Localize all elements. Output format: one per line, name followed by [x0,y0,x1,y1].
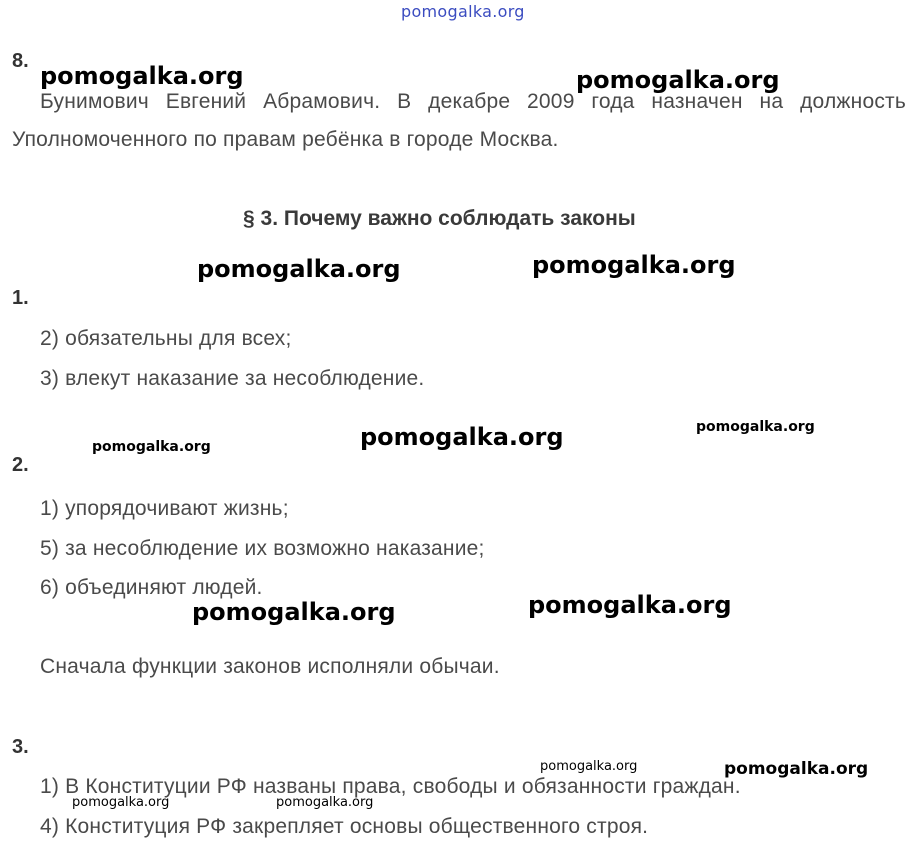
watermark-stamp: pomogalka.org [532,251,736,279]
answer-8-line-1: Бунимович Евгений Абрамович. В декабре 2009 года назначен на должность [40,90,906,113]
watermark-stamp: pomogalka.org [576,66,780,94]
watermark-stamp: pomogalka.org [72,795,170,810]
section-heading: § 3. Почему важно соблюдать законы [243,207,636,230]
answer-3-item-2: 4) Конституция РФ закрепляет основы общественного строя. [40,815,649,838]
question-number-2: 2. [12,454,29,476]
question-number-3: 3. [12,736,29,758]
watermark-stamp: pomogalka.org [360,423,564,451]
answer-2-item-1: 1) упорядочивают жизнь; [40,497,289,520]
watermark-stamp: pomogalka.org [92,439,211,455]
question-number-1: 1. [12,287,29,309]
answer-2-item-2: 5) за несоблюдение их возможно наказание; [40,537,485,560]
watermark-stamp: pomogalka.org [40,62,244,90]
watermark-stamp: pomogalka.org [192,598,396,626]
watermark-stamp: pomogalka.org [276,795,374,810]
header-watermark: pomogalka.org [401,2,525,21]
watermark-stamp: pomogalka.org [528,591,732,619]
watermark-stamp: pomogalka.org [540,759,638,774]
answer-1-item-2: 3) влекут наказание за несоблюдение. [40,367,425,390]
answer-3-item-1: 1) В Конституции РФ названы права, свободы и обязанности граждан. [40,775,741,798]
question-number-8: 8. [12,50,29,72]
answer-2-item-3: 6) объединяют людей. [40,576,263,599]
watermark-stamp: pomogalka.org [197,255,401,283]
answer-8-line-2: Уполномоченного по правам ребёнка в городе Москва. [12,128,559,151]
watermark-stamp: pomogalka.org [724,759,869,779]
answer-1-item-1: 2) обязательны для всех; [40,327,292,350]
watermark-stamp: pomogalka.org [696,419,815,435]
answer-2-note: Сначала функции законов исполняли обычаи. [40,655,500,678]
